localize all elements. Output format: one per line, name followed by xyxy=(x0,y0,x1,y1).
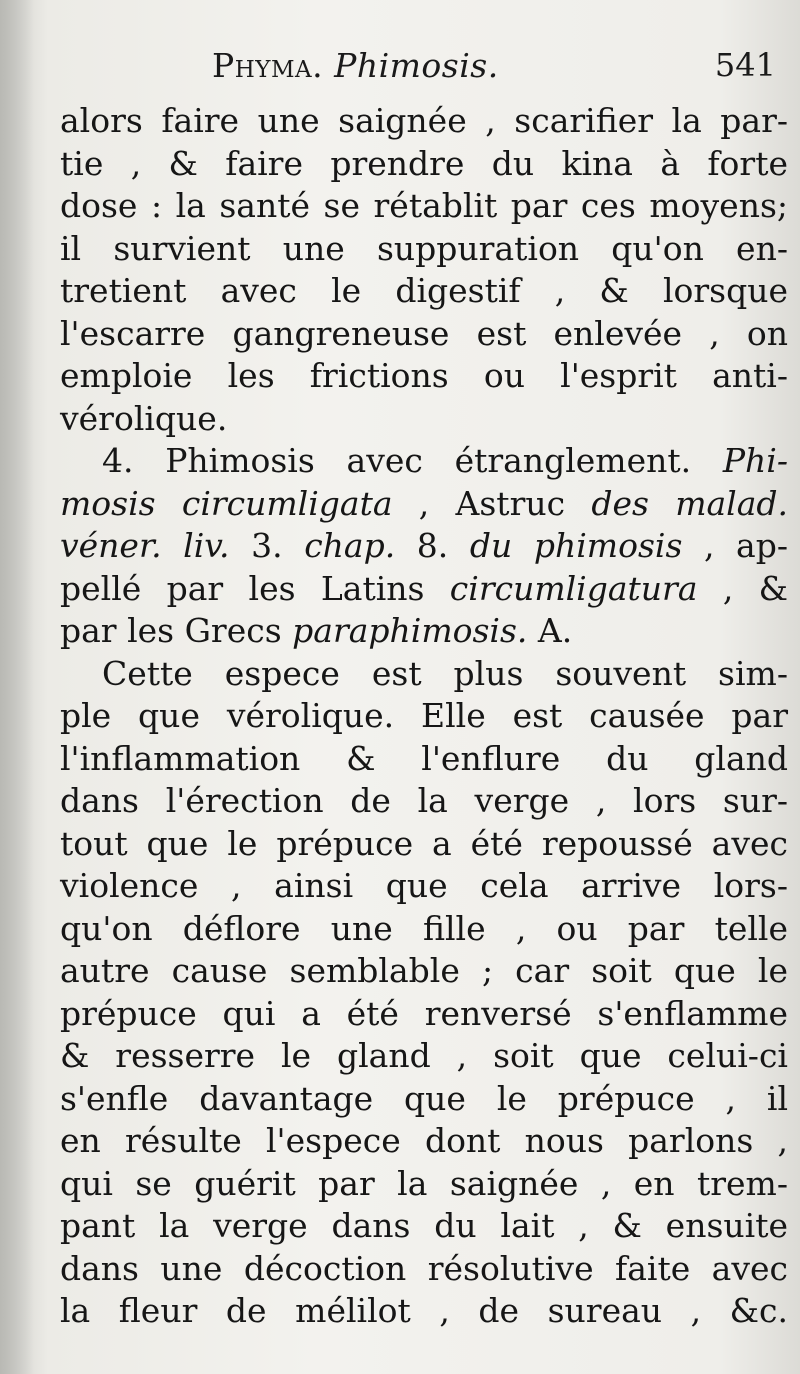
text-line-2: tie , & faire prendre du kina à forte xyxy=(60,143,788,183)
text-line-29: la fleur de mélilot , de sureau , &c. xyxy=(60,1291,788,1330)
text-line-22: prépuce qui a été renversé s'enflamme xyxy=(60,993,788,1033)
text-line-10 xyxy=(60,483,788,526)
line-11-roman-a: 3. xyxy=(229,526,305,565)
line-11-roman-b: 8. xyxy=(395,526,470,565)
line-9-roman: 4. Phimosis avec étranglement. xyxy=(102,441,723,480)
running-head-caps: Phyma. xyxy=(212,46,324,85)
text-line-6: l'escarre gangreneuse est enlevée , on xyxy=(60,313,788,353)
text-line-17: dans l'érection de la verge , lors sur- xyxy=(60,781,788,820)
line-12-roman-a: pellé par les Latins xyxy=(60,568,450,608)
text-line-11 xyxy=(60,525,788,568)
running-head xyxy=(212,46,499,85)
text-line-24: s'enfle davantage que le prépuce , il xyxy=(60,1078,788,1118)
text-line-8: vérolique. xyxy=(60,398,228,438)
text-line-27: pant la verge dans du lait , & ensuite xyxy=(60,1206,788,1245)
text-line-18: tout que le prépuce a été repoussé avec xyxy=(60,823,788,863)
text-line-14: Cette espece est plus souvent sim- xyxy=(102,653,788,693)
text-line-20: qu'on déflore une fille , ou par telle xyxy=(60,908,788,948)
line-9-italic: Phi- xyxy=(722,441,788,480)
text-line-12 xyxy=(60,568,788,611)
text-line-1: alors faire une saignée , scarifier la par- xyxy=(60,101,788,140)
line-11-italic-a: véner. liv. xyxy=(60,526,230,565)
text-line-16: l'inflammation & l'enflure du gland xyxy=(60,738,788,778)
line-10-roman: , Astruc xyxy=(392,483,592,523)
line-12-roman-b: , & xyxy=(697,568,789,608)
line-11-roman-c: , ap- xyxy=(682,526,788,565)
text-line-25: en résulte l'espece dont nous parlons , xyxy=(60,1121,788,1160)
text-line-7: emploie les frictions ou l'esprit anti- xyxy=(60,356,788,395)
line-13-roman-b: A. xyxy=(527,611,573,650)
running-head-italic: Phimosis. xyxy=(334,46,499,85)
line-12-italic: circumligatura xyxy=(449,568,698,608)
text-line-4: il survient une suppuration qu'on en- xyxy=(60,228,788,268)
text-line-19: violence , ainsi que cela arrive lors- xyxy=(60,866,788,905)
line-13-roman-a: par les Grecs xyxy=(60,611,293,650)
line-11-italic-b: chap. xyxy=(304,526,396,565)
text-line-5: tretient avec le digestif , & lorsque xyxy=(60,271,788,310)
line-11-italic-c: du phimosis xyxy=(469,526,683,565)
text-line-26: qui se guérit par la saignée , en trem- xyxy=(60,1163,788,1203)
line-13-italic: paraphimosis. xyxy=(292,611,528,650)
text-line-13 xyxy=(60,610,788,653)
body-text xyxy=(60,100,788,1333)
line-10-italic-a: mosis circumligata xyxy=(60,483,393,523)
page-header xyxy=(60,46,788,94)
page-number: 541 xyxy=(714,46,776,84)
text-line-21: autre cause semblable ; car soit que le xyxy=(60,951,788,990)
gutter-shadow xyxy=(0,0,34,1374)
text-line-9 xyxy=(60,440,788,483)
text-line-23: & resserre le gland , soit que celui-ci xyxy=(60,1036,788,1075)
line-10-italic-b: des malad. xyxy=(591,483,789,523)
text-line-3: dose : la santé se rétablit par ces moyens; xyxy=(60,186,788,225)
text-line-28: dans une décoction résolutive faite avec xyxy=(60,1248,788,1288)
text-line-15: ple que vérolique. Elle est causée par xyxy=(60,696,788,735)
